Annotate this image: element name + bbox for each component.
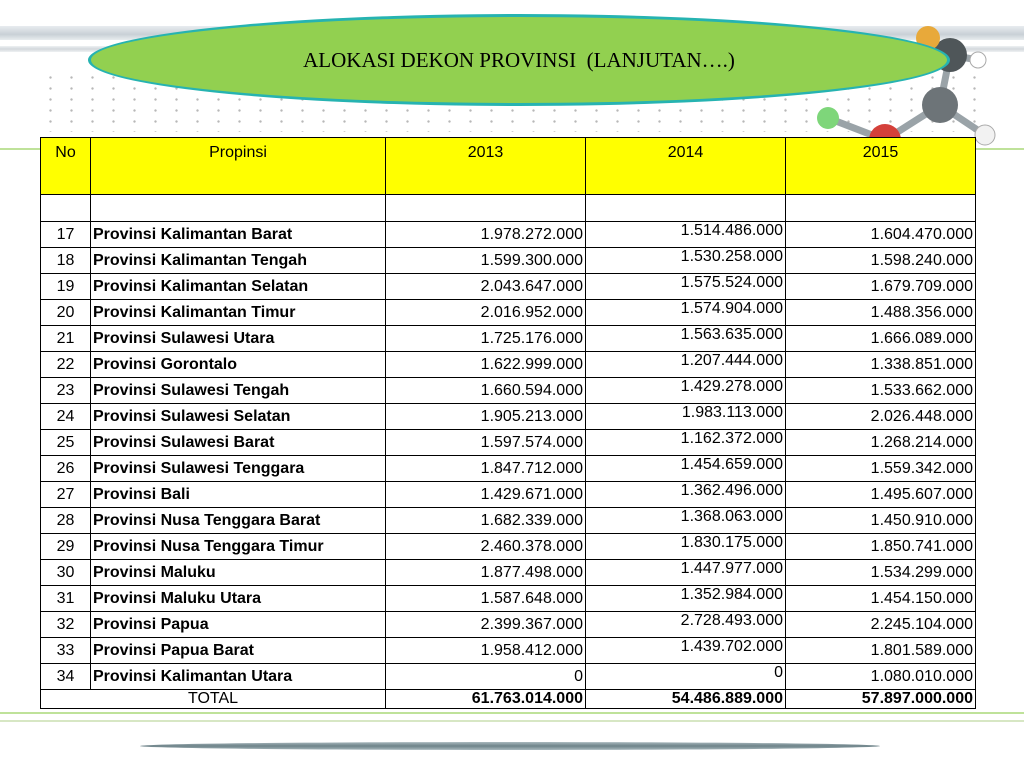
row-number: 27 — [41, 482, 91, 508]
table-row — [41, 378, 976, 404]
row-number: 34 — [41, 664, 91, 690]
value-2014: 1.514.486.000 — [586, 222, 786, 248]
value-2014: 1.162.372.000 — [586, 430, 786, 456]
value-2013: 1.877.498.000 — [386, 560, 586, 586]
blank-cell — [91, 195, 386, 222]
value-2013: 1.725.176.000 — [386, 326, 586, 352]
value-2013: 1.847.712.000 — [386, 456, 586, 482]
total-2013: 61.763.014.000 — [386, 690, 586, 709]
table-row — [41, 560, 976, 586]
value-2015: 1.604.470.000 — [786, 222, 976, 248]
blank-cell — [586, 195, 786, 222]
value-2013: 2.043.647.000 — [386, 274, 586, 300]
value-2015: 1.850.741.000 — [786, 534, 976, 560]
value-2014: 1.575.524.000 — [586, 274, 786, 300]
table-row — [41, 612, 976, 638]
table-header-row — [41, 138, 976, 195]
value-2015: 1.801.589.000 — [786, 638, 976, 664]
table-row — [41, 664, 976, 690]
province-name: Provinsi Nusa Tenggara Barat — [91, 508, 386, 534]
value-2013: 1.599.300.000 — [386, 248, 586, 274]
value-2014: 1.352.984.000 — [586, 586, 786, 612]
title-ellipse — [88, 14, 950, 106]
value-2015: 1.080.010.000 — [786, 664, 976, 690]
province-name: Provinsi Bali — [91, 482, 386, 508]
province-name: Provinsi Kalimantan Utara — [91, 664, 386, 690]
value-2014: 1.983.113.000 — [586, 404, 786, 430]
header-2014: 2014 — [586, 138, 786, 195]
province-name: Provinsi Kalimantan Selatan — [91, 274, 386, 300]
table-row — [41, 274, 976, 300]
header-province: Propinsi — [91, 138, 386, 195]
value-2014: 1.429.278.000 — [586, 378, 786, 404]
province-name: Provinsi Kalimantan Timur — [91, 300, 386, 326]
value-2015: 1.454.150.000 — [786, 586, 976, 612]
value-2015: 1.598.240.000 — [786, 248, 976, 274]
value-2015: 1.666.089.000 — [786, 326, 976, 352]
value-2015: 2.245.104.000 — [786, 612, 976, 638]
province-name: Provinsi Sulawesi Tenggara — [91, 456, 386, 482]
value-2014: 1.439.702.000 — [586, 638, 786, 664]
table-row — [41, 300, 976, 326]
table-row — [41, 534, 976, 560]
value-2014: 2.728.493.000 — [586, 612, 786, 638]
value-2014: 0 — [586, 664, 786, 690]
value-2014: 1.362.496.000 — [586, 482, 786, 508]
atom-white — [970, 52, 986, 68]
value-2014: 1.207.444.000 — [586, 352, 786, 378]
province-name: Provinsi Gorontalo — [91, 352, 386, 378]
row-number: 28 — [41, 508, 91, 534]
page-title: ALOKASI DEKON PROVINSI (LANJUTAN….) — [303, 47, 735, 72]
row-number: 22 — [41, 352, 91, 378]
value-2014: 1.447.977.000 — [586, 560, 786, 586]
value-2013: 1.597.574.000 — [386, 430, 586, 456]
row-number: 21 — [41, 326, 91, 352]
province-name: Provinsi Sulawesi Selatan — [91, 404, 386, 430]
atom-grey — [922, 87, 958, 123]
table-row — [41, 638, 976, 664]
value-2015: 1.488.356.000 — [786, 300, 976, 326]
atom-green — [817, 107, 839, 129]
atom-white — [975, 125, 995, 145]
row-number: 33 — [41, 638, 91, 664]
table-row — [41, 404, 976, 430]
value-2013: 2.460.378.000 — [386, 534, 586, 560]
value-2015: 1.559.342.000 — [786, 456, 976, 482]
row-number: 31 — [41, 586, 91, 612]
row-number: 24 — [41, 404, 91, 430]
row-number: 18 — [41, 248, 91, 274]
row-number: 23 — [41, 378, 91, 404]
table-row — [41, 586, 976, 612]
value-2014: 1.830.175.000 — [586, 534, 786, 560]
value-2013: 1.622.999.000 — [386, 352, 586, 378]
province-name: Provinsi Kalimantan Tengah — [91, 248, 386, 274]
header-no: No — [41, 138, 91, 195]
value-2015: 1.338.851.000 — [786, 352, 976, 378]
row-number: 19 — [41, 274, 91, 300]
table-row — [41, 456, 976, 482]
province-name: Provinsi Kalimantan Barat — [91, 222, 386, 248]
value-2013: 2.016.952.000 — [386, 300, 586, 326]
total-2014: 54.486.889.000 — [586, 690, 786, 709]
province-name: Provinsi Nusa Tenggara Timur — [91, 534, 386, 560]
value-2013: 1.682.339.000 — [386, 508, 586, 534]
value-2015: 1.495.607.000 — [786, 482, 976, 508]
province-name: Provinsi Sulawesi Tengah — [91, 378, 386, 404]
row-number: 32 — [41, 612, 91, 638]
table-row — [41, 430, 976, 456]
value-2013: 0 — [386, 664, 586, 690]
value-2014: 1.574.904.000 — [586, 300, 786, 326]
value-2015: 1.268.214.000 — [786, 430, 976, 456]
row-number: 29 — [41, 534, 91, 560]
value-2013: 1.587.648.000 — [386, 586, 586, 612]
value-2013: 1.905.213.000 — [386, 404, 586, 430]
table-row — [41, 222, 976, 248]
province-name: Provinsi Maluku — [91, 560, 386, 586]
header-2013: 2013 — [386, 138, 586, 195]
value-2014: 1.454.659.000 — [586, 456, 786, 482]
province-name: Provinsi Papua Barat — [91, 638, 386, 664]
total-label: TOTAL — [41, 690, 386, 709]
decor-line — [0, 712, 1024, 714]
row-number: 20 — [41, 300, 91, 326]
province-name: Provinsi Papua — [91, 612, 386, 638]
table-row — [41, 326, 976, 352]
bottom-decor-stripe — [140, 742, 880, 750]
value-2015: 1.534.299.000 — [786, 560, 976, 586]
province-name: Provinsi Sulawesi Barat — [91, 430, 386, 456]
table-row — [41, 508, 976, 534]
header-2015: 2015 — [786, 138, 976, 195]
value-2013: 1.958.412.000 — [386, 638, 586, 664]
row-number: 17 — [41, 222, 91, 248]
value-2015: 1.533.662.000 — [786, 378, 976, 404]
value-2013: 2.399.367.000 — [386, 612, 586, 638]
decor-line — [0, 720, 1024, 722]
province-name: Provinsi Sulawesi Utara — [91, 326, 386, 352]
blank-row — [41, 195, 976, 222]
total-row — [41, 690, 976, 709]
province-name: Provinsi Maluku Utara — [91, 586, 386, 612]
value-2014: 1.368.063.000 — [586, 508, 786, 534]
value-2014: 1.563.635.000 — [586, 326, 786, 352]
blank-cell — [786, 195, 976, 222]
blank-cell — [386, 195, 586, 222]
value-2013: 1.660.594.000 — [386, 378, 586, 404]
table-row — [41, 352, 976, 378]
total-2015: 57.897.000.000 — [786, 690, 976, 709]
table-row — [41, 482, 976, 508]
value-2014: 1.530.258.000 — [586, 248, 786, 274]
value-2013: 1.429.671.000 — [386, 482, 586, 508]
table-row — [41, 248, 976, 274]
row-number: 30 — [41, 560, 91, 586]
value-2013: 1.978.272.000 — [386, 222, 586, 248]
row-number: 25 — [41, 430, 91, 456]
value-2015: 1.679.709.000 — [786, 274, 976, 300]
blank-cell — [41, 195, 91, 222]
value-2015: 2.026.448.000 — [786, 404, 976, 430]
allocation-table — [40, 137, 976, 709]
row-number: 26 — [41, 456, 91, 482]
value-2015: 1.450.910.000 — [786, 508, 976, 534]
